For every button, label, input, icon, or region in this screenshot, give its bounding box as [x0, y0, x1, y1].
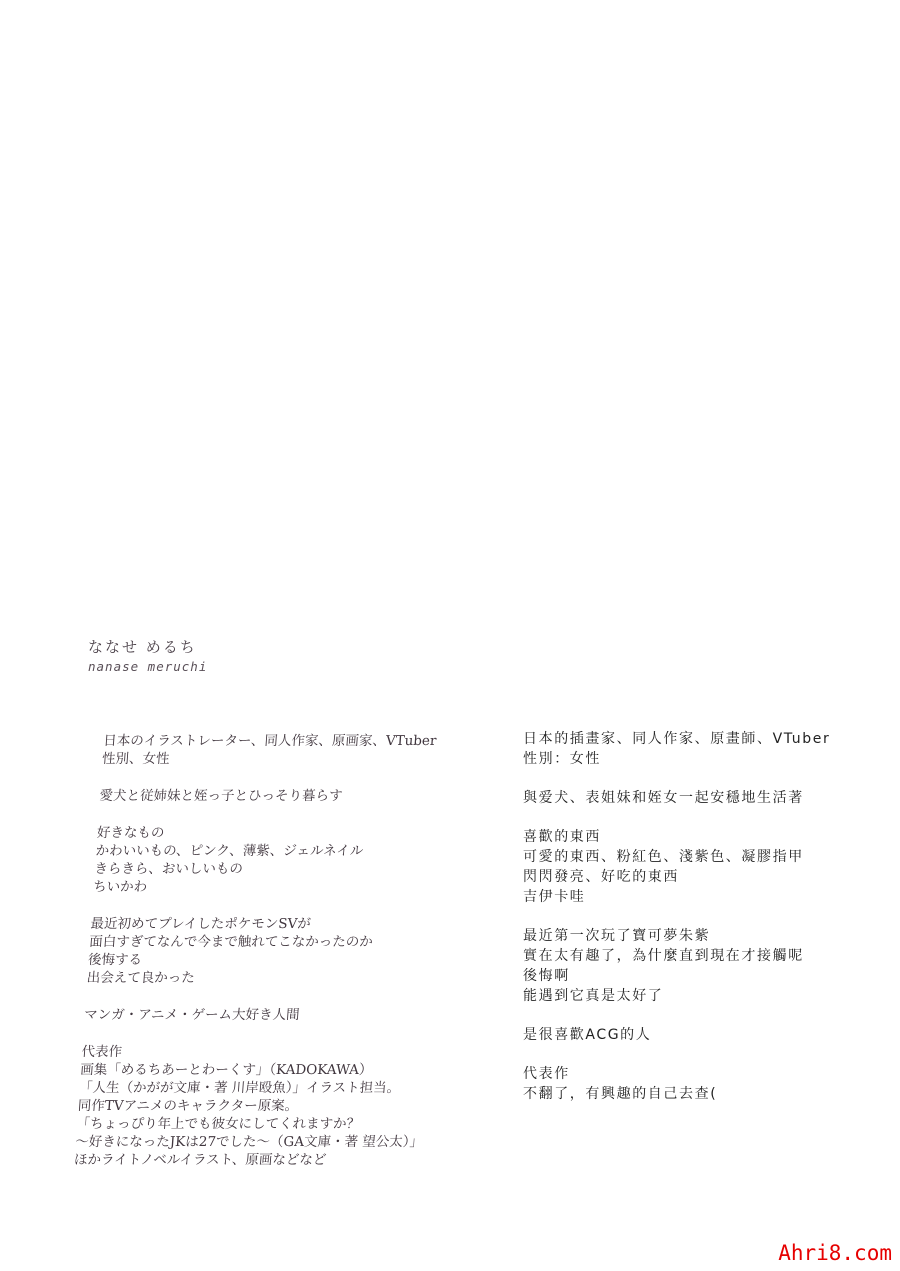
japanese-line: 出会えて良かった — [86, 970, 196, 986]
chinese-line: 代表作 — [523, 1066, 570, 1082]
japanese-line: ちいかわ — [92, 879, 148, 895]
watermark: Ahri8.com — [778, 1241, 892, 1265]
chinese-line: 最近第一次玩了寶可夢朱紫 — [523, 928, 711, 944]
chinese-paragraph — [523, 1064, 893, 1104]
chinese-paragraph — [523, 926, 893, 1006]
japanese-line: 好きなもの — [96, 825, 165, 841]
chinese-line: 吉伊卡哇 — [523, 889, 586, 905]
japanese-line: かわいいもの、ピンク、薄紫、ジェルネイル — [95, 843, 364, 859]
chinese-line: 不翻了，有興趣的自己去查( — [523, 1086, 718, 1102]
chinese-translation-column — [523, 729, 893, 1123]
chinese-line: 性別：女性 — [523, 751, 601, 767]
chinese-line: 可愛的東西、粉紅色、淺紫色、凝膠指甲 — [523, 849, 804, 865]
chinese-paragraph — [523, 1025, 893, 1045]
japanese-paragraph — [99, 787, 490, 805]
chinese-line: 與爱犬、表姐妹和姪女一起安穩地生活著 — [523, 790, 804, 806]
japanese-line: 画集「めるちあーとわーくす」（KADOKAWA） — [79, 1062, 373, 1078]
japanese-line: 愛犬と従姉妹と姪っ子とひっそり暮らす — [98, 788, 344, 804]
japanese-paragraph — [101, 732, 494, 768]
japanese-paragraph — [92, 824, 487, 896]
japanese-line: 日本のイラストレーター、同人作家、原画家、VTuber — [102, 733, 437, 749]
chinese-paragraph — [523, 729, 893, 769]
chinese-paragraph — [523, 788, 893, 808]
chinese-line: 日本的插畫家、同人作家、原畫師、VTuber — [523, 731, 831, 747]
japanese-line: 「ちょっぴり年上でも彼女にしてくれますか？ — [75, 1116, 361, 1132]
japanese-line: きらきら、おいしいもの — [93, 861, 244, 877]
japanese-line: 最近初めてプレイしたポケモンSVが — [89, 916, 312, 932]
japanese-profile-column — [72, 732, 494, 1188]
chinese-paragraph — [523, 827, 893, 907]
artist-name-romaji: nanase meruchi — [88, 659, 208, 674]
chinese-line: 是很喜歡ACG的人 — [523, 1027, 652, 1043]
chinese-line: 後悔啊 — [523, 968, 570, 984]
artist-name-japanese: ななせ めるち — [88, 638, 197, 656]
japanese-line: 性別、女性 — [101, 751, 171, 767]
chinese-line: 喜歡的東西 — [523, 829, 601, 845]
japanese-paragraph — [84, 1006, 475, 1024]
japanese-line: 同作TVアニメのキャラクター原案。 — [77, 1098, 299, 1114]
japanese-line: マンガ・アニメ・ゲーム大好き人間 — [83, 1007, 301, 1023]
japanese-line: 面白すぎてなんで今まで触れてこなかったのか — [88, 934, 374, 950]
japanese-line: 代表作 — [81, 1044, 123, 1060]
japanese-line: 「人生（かがが文庫・著 川岸殴魚）」イラスト担当。 — [78, 1080, 401, 1096]
chinese-line: 實在太有趣了，為什麼直到現在才接觸呢 — [523, 948, 804, 964]
japanese-line: 後悔する — [87, 952, 143, 968]
japanese-line: ほかライトノベルイラスト、原画などなど — [73, 1152, 328, 1168]
chinese-line: 能遇到它真是太好了 — [523, 988, 664, 1004]
japanese-line: ～好きになったJKは27でした～（GA文庫・著 望公太）」 — [74, 1134, 424, 1150]
japanese-paragraph — [73, 1043, 472, 1169]
chinese-line: 閃閃發亮、好吃的東西 — [523, 869, 679, 885]
japanese-paragraph — [86, 915, 481, 987]
